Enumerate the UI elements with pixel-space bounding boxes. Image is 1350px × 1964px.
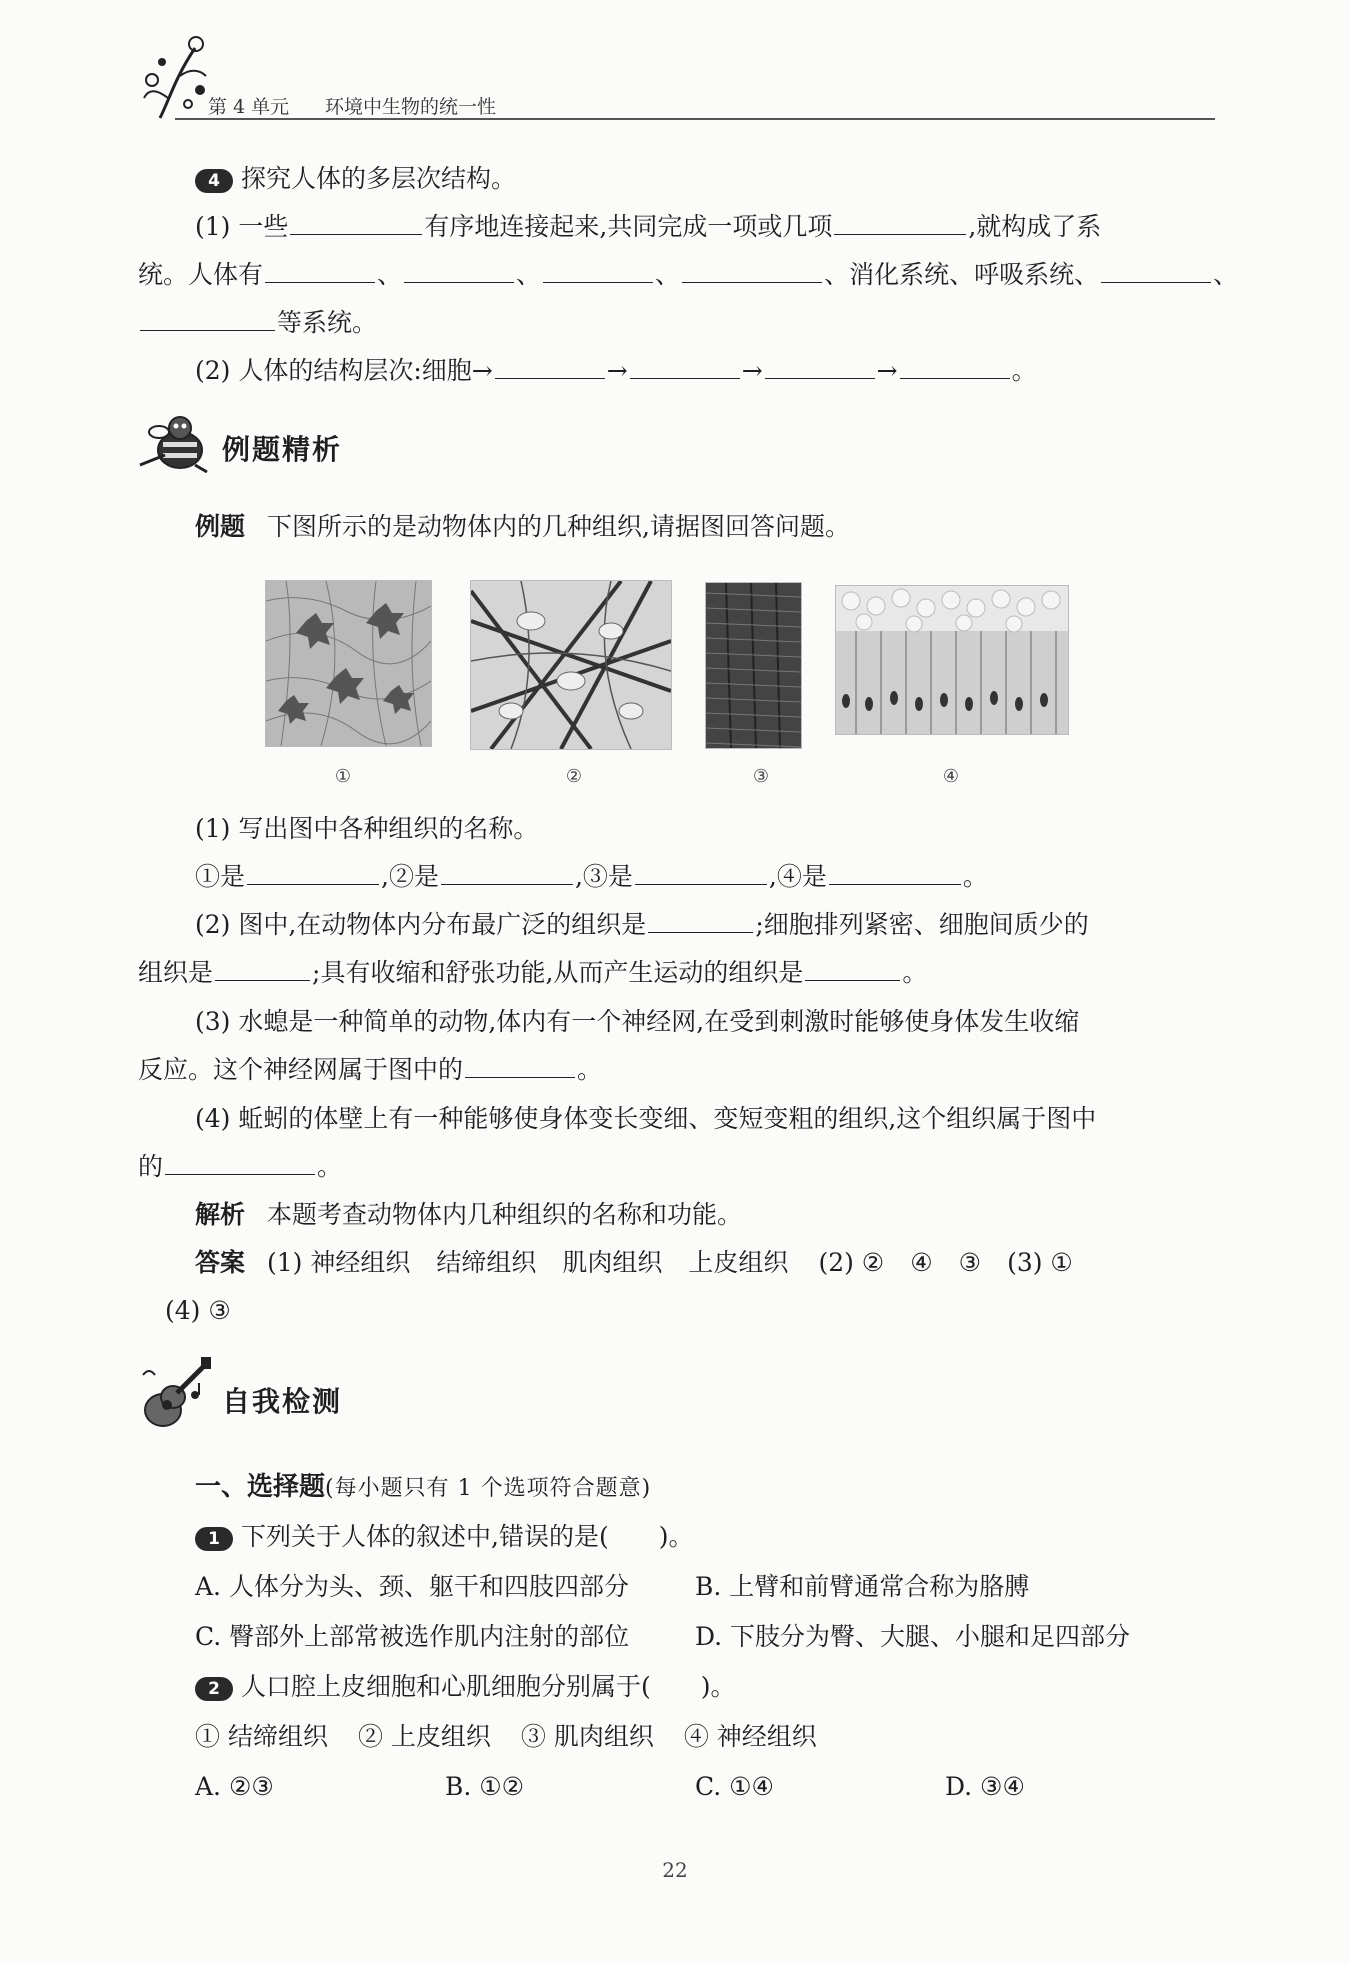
q4-text: 。 — [1011, 356, 1037, 385]
answer-part: ③ — [958, 1248, 982, 1277]
answer-blank[interactable] — [543, 260, 653, 283]
analysis-label: 解析 — [195, 1200, 246, 1229]
answer-blank[interactable] — [635, 862, 767, 885]
q4-text: 统。人体有 — [138, 260, 264, 289]
answer-blank[interactable] — [215, 958, 310, 981]
answer-blank[interactable] — [404, 260, 514, 283]
example-q2-line1 — [195, 908, 1089, 942]
answer-blank[interactable] — [441, 862, 573, 885]
mcq-q2 — [195, 1670, 736, 1704]
answer-blank[interactable] — [247, 862, 379, 885]
mcq-heading-note: (每小题只有 1 个选项符合题意) — [325, 1476, 652, 1501]
answer-part: 上皮组织 — [688, 1248, 789, 1277]
q4-text: 、 — [655, 260, 681, 289]
q4-text: 。 — [962, 862, 988, 891]
q4-text: 有序地连接起来,共同完成一项或几项 — [424, 212, 833, 241]
example-q2-line2 — [138, 956, 927, 990]
q4-text: 、 — [377, 260, 403, 289]
q4-line1 — [195, 210, 1101, 244]
mcq-q2-option-d[interactable]: D. ③④ — [945, 1772, 1025, 1801]
mcq-q1-option-b[interactable]: B. 上臂和前臂通常合称为胳膊 — [695, 1572, 1030, 1601]
answer-blank[interactable] — [648, 910, 753, 933]
answer-blank[interactable] — [834, 212, 966, 235]
question-number-badge: 2 — [195, 1677, 233, 1701]
example-label: 例题 — [195, 512, 246, 541]
section-title-self-test: 自我检测 — [222, 1385, 343, 1418]
example-q4-line2 — [138, 1150, 342, 1184]
answer-blank[interactable] — [265, 260, 375, 283]
q4-text: 、消化系统、呼吸系统、 — [824, 260, 1100, 289]
example-answer-line2: (4) ③ — [165, 1296, 231, 1325]
example-q3-line1: (3) 水螅是一种简单的动物,体内有一个神经网,在受到刺激时能够使身体发生收缩 — [195, 1007, 1080, 1036]
header-rule — [175, 118, 1215, 120]
question-number-badge: 4 — [195, 169, 233, 193]
answer-part: (1) 神经组织 — [267, 1248, 411, 1277]
nerve-tissue-image — [265, 580, 432, 747]
q4-line2 — [138, 258, 1238, 292]
q1-item-label: ,②是 — [381, 862, 439, 891]
mcq-q2-items — [195, 1720, 817, 1754]
arrow: → — [606, 356, 628, 385]
page-number: 22 — [662, 1858, 688, 1882]
header-title: 环境中生物的统一性 — [325, 96, 497, 118]
answer-part: 肌肉组织 — [562, 1248, 663, 1277]
example-q1-blanks — [195, 860, 988, 894]
muscle-tissue-image — [705, 582, 802, 749]
question-number-badge: 1 — [195, 1527, 233, 1551]
image-caption: ③ — [752, 766, 770, 787]
q1-item-label: ,④是 — [768, 862, 827, 891]
mcq-q2-item: ④ 神经组织 — [683, 1722, 817, 1751]
mcq-q2-option-b[interactable]: B. ①② — [445, 1772, 525, 1801]
example-q3-line2 — [138, 1053, 602, 1087]
mcq-q2-item: ② 上皮组织 — [357, 1722, 491, 1751]
mcq-q2-text: 人口腔上皮细胞和心肌细胞分别属于( )。 — [241, 1672, 736, 1701]
bee-mascot-icon — [135, 410, 215, 480]
q4-text: (2) 人体的结构层次:细胞→ — [195, 356, 493, 385]
arrow: → — [876, 356, 898, 385]
answer-blank[interactable] — [765, 356, 875, 379]
q4-line4 — [195, 354, 1037, 388]
q4-text: 、 — [1213, 260, 1239, 289]
q4-text: 等系统。 — [277, 308, 378, 337]
example-intro — [195, 510, 850, 544]
image-caption: ④ — [942, 766, 960, 787]
q1-item-label: ,③是 — [574, 862, 633, 891]
answer-part: (2) ② — [818, 1248, 885, 1277]
mcq-q2-option-a[interactable]: A. ②③ — [195, 1772, 274, 1801]
header-unit: 第 4 单元 — [208, 96, 290, 118]
image-caption: ① — [334, 766, 352, 787]
q3-text: 。 — [577, 1055, 603, 1084]
q4-title: 探究人体的多层次结构。 — [241, 164, 517, 193]
answer-part: 结缔组织 — [436, 1248, 537, 1277]
answer-blank[interactable] — [630, 356, 740, 379]
q4-text: 、 — [516, 260, 542, 289]
mcq-q1 — [195, 1520, 693, 1554]
example-q1: (1) 写出图中各种组织的名称。 — [195, 814, 539, 843]
q2-text: 。 — [902, 958, 928, 987]
q4-title-line — [195, 162, 516, 196]
image-caption: ② — [565, 766, 583, 787]
q4-text: 的 — [138, 1152, 164, 1181]
example-analysis — [195, 1198, 742, 1232]
q2-text: ;具有收缩和舒张功能,从而产生运动的组织是 — [312, 958, 804, 987]
answer-blank[interactable] — [290, 212, 422, 235]
analysis-text: 本题考查动物体内几种组织的名称和功能。 — [267, 1200, 743, 1229]
q2-text: 组织是 — [138, 958, 214, 987]
mcq-q2-option-c[interactable]: C. ①④ — [695, 1772, 774, 1801]
answer-blank[interactable] — [900, 356, 1010, 379]
answer-part: (3) ① — [1007, 1248, 1073, 1277]
answer-part: ④ — [910, 1248, 933, 1277]
example-answer — [195, 1246, 1073, 1280]
answer-blank[interactable] — [1101, 260, 1211, 283]
guitar-mascot-icon — [135, 1355, 215, 1435]
mcq-q1-option-a[interactable]: A. 人体分为头、颈、躯干和四肢四部分 — [195, 1572, 629, 1601]
example-q4-line1: (4) 蚯蚓的体壁上有一种能够使身体变长变细、变短变粗的组织,这个组织属于图中 — [195, 1104, 1097, 1133]
answer-blank[interactable] — [495, 356, 605, 379]
answer-blank[interactable] — [465, 1055, 575, 1078]
q4-text: 。 — [317, 1152, 343, 1181]
flower-branch-icon — [140, 28, 210, 123]
arrow: → — [741, 356, 763, 385]
answer-blank[interactable] — [140, 308, 275, 331]
mcq-q2-item: ③ 肌肉组织 — [520, 1722, 654, 1751]
epithelial-tissue-image — [835, 585, 1069, 735]
q4-text: (1) 一些 — [195, 212, 289, 241]
mcq-q2-item: ① 结缔组织 — [195, 1722, 328, 1751]
mcq-q1-text: 下列关于人体的叙述中,错误的是( )。 — [241, 1522, 694, 1551]
mcq-q1-option-c[interactable]: C. 臀部外上部常被选作肌内注射的部位 — [195, 1622, 630, 1651]
answer-label: 答案 — [195, 1248, 246, 1277]
answer-blank[interactable] — [682, 260, 822, 283]
mcq-heading-bold: 一、选择题 — [195, 1472, 326, 1502]
answer-blank[interactable] — [829, 862, 961, 885]
connective-tissue-image — [470, 580, 672, 750]
mcq-heading — [195, 1470, 651, 1506]
section-title-examples: 例题精析 — [222, 433, 343, 466]
mcq-q1-option-d[interactable]: D. 下肢分为臀、大腿、小腿和足四部分 — [695, 1622, 1131, 1651]
q4-line3 — [138, 306, 377, 340]
answer-blank[interactable] — [805, 958, 900, 981]
q3-text: 反应。这个神经网属于图中的 — [138, 1055, 464, 1084]
answer-blank[interactable] — [165, 1152, 315, 1175]
q2-text: ;细胞排列紧密、细胞间质少的 — [755, 910, 1089, 939]
example-text: 下图所示的是动物体内的几种组织,请据图回答问题。 — [267, 512, 850, 541]
q2-text: (2) 图中,在动物体内分布最广泛的组织是 — [195, 910, 647, 939]
q4-text: ,就构成了系 — [968, 212, 1102, 241]
q1-item-label: ①是 — [195, 862, 246, 891]
